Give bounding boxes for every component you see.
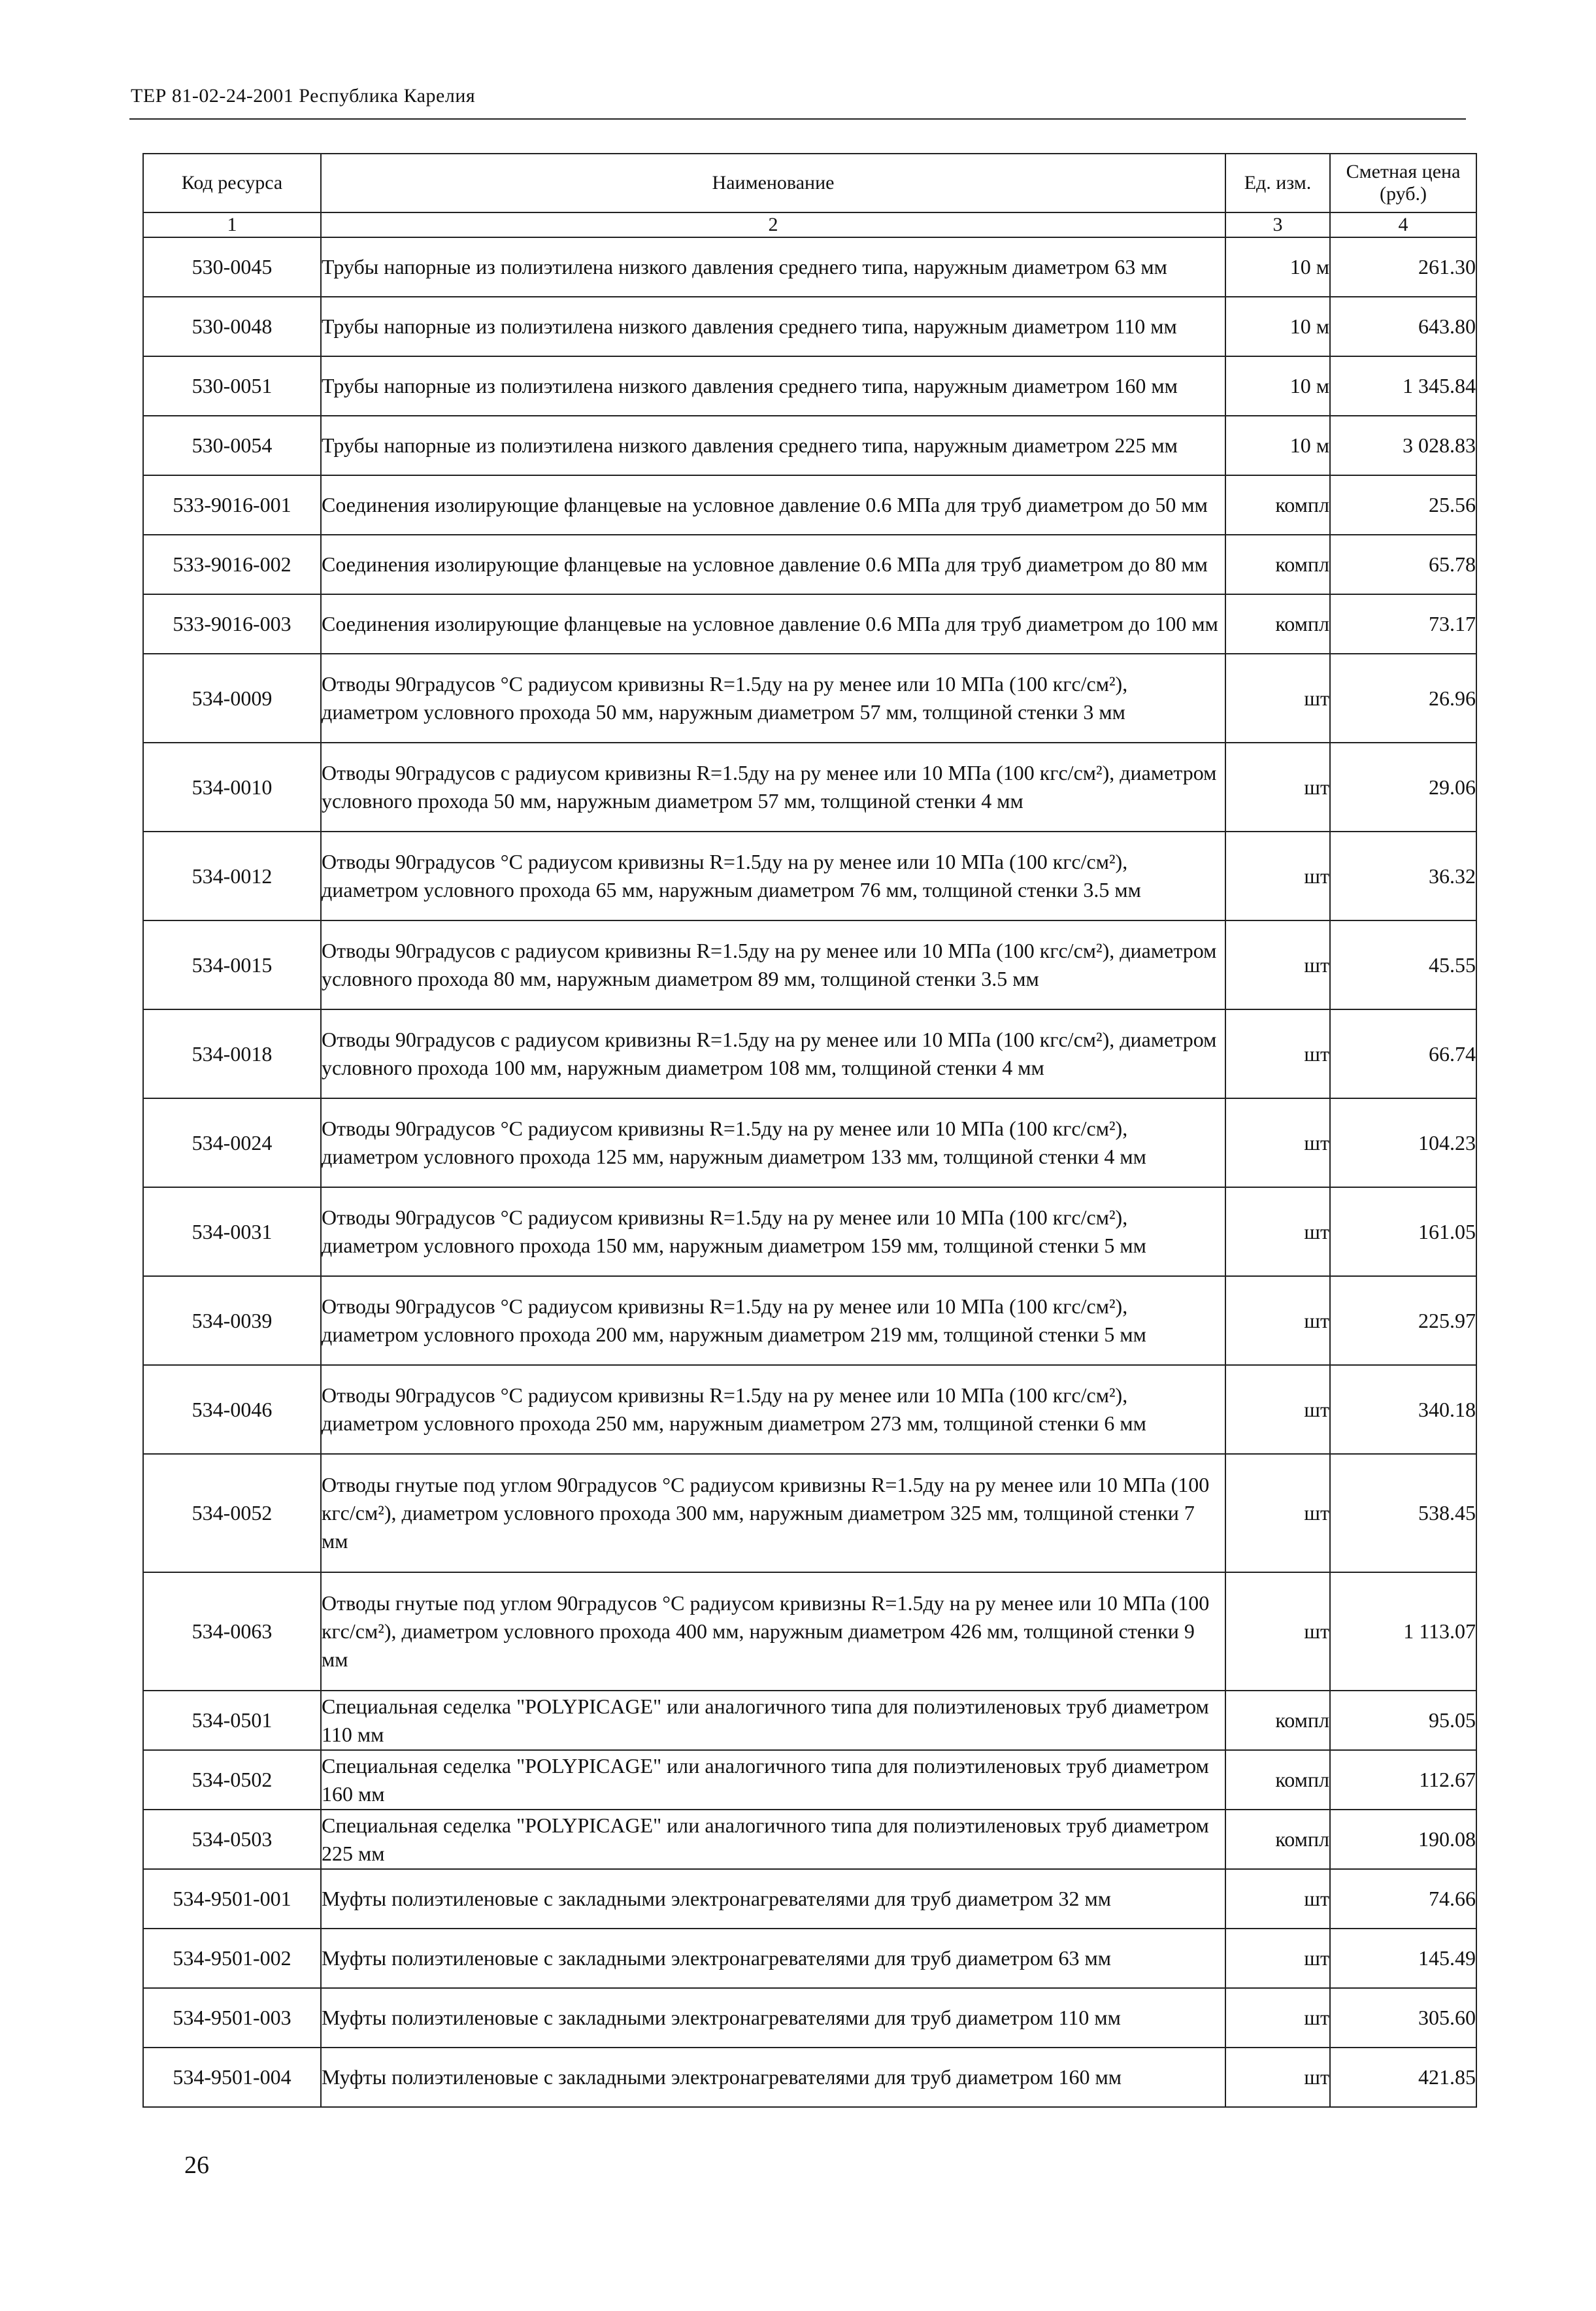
- resource-name-cell: Отводы 90градусов °С радиусом кривизны R=1.5ду на ру менее или 10 МПа (100 кгс/см²), диаметром условного прохода 50 мм, наружным диаметром 57 мм, толщиной стенки 3 мм: [321, 654, 1225, 743]
- resource-code-cell: 534-0046: [143, 1365, 321, 1454]
- price-cell: 145.49: [1330, 1929, 1476, 1988]
- price-cell: 538.45: [1330, 1454, 1476, 1572]
- table-row: [143, 1572, 1476, 1691]
- unit-cell: компл: [1225, 1750, 1330, 1810]
- unit-cell: 10 м: [1225, 356, 1330, 416]
- price-cell: 29.06: [1330, 743, 1476, 832]
- resource-name-cell: Трубы напорные из полиэтилена низкого давления среднего типа, наружным диаметром 160 мм: [321, 356, 1225, 416]
- resource-code-cell: 534-9501-002: [143, 1929, 321, 1988]
- unit-cell: шт: [1225, 1098, 1330, 1187]
- resource-name-cell: Соединения изолирующие фланцевые на условное давление 0.6 МПа для труб диаметром до 100 мм: [321, 594, 1225, 654]
- price-cell: 261.30: [1330, 237, 1476, 297]
- price-cell: 74.66: [1330, 1869, 1476, 1929]
- unit-cell: шт: [1225, 1869, 1330, 1929]
- unit-cell: шт: [1225, 920, 1330, 1009]
- resource-code-cell: 534-9501-001: [143, 1869, 321, 1929]
- price-cell: 36.32: [1330, 832, 1476, 920]
- price-cell: 95.05: [1330, 1691, 1476, 1750]
- resource-name-cell: Специальная седелка "POLYPICAGE" или аналогичного типа для полиэтиленовых труб диаметром 225 мм: [321, 1810, 1225, 1869]
- header-name: Наименование: [321, 154, 1225, 212]
- table-row: [143, 594, 1476, 654]
- resource-name-cell: Трубы напорные из полиэтилена низкого давления среднего типа, наружным диаметром 225 мм: [321, 416, 1225, 475]
- price-cell: 65.78: [1330, 535, 1476, 594]
- resource-name-cell: Отводы гнутые под углом 90градусов °С радиусом кривизны R=1.5ду на ру менее или 10 МПа (100 кгс/см²), диаметром условного прохода 300 мм, наружным диаметром 325 мм, толщиной стенки 7 мм: [321, 1454, 1225, 1572]
- resource-code-cell: 534-0010: [143, 743, 321, 832]
- resource-name-cell: Отводы 90градусов с радиусом кривизны R=1.5ду на ру менее или 10 МПа (100 кгс/см²), диаметром условного прохода 100 мм, наружным диаметром 108 мм, толщиной стенки 4 мм: [321, 1009, 1225, 1098]
- resource-code-cell: 534-0502: [143, 1750, 321, 1810]
- resource-code-cell: 530-0051: [143, 356, 321, 416]
- price-cell: 66.74: [1330, 1009, 1476, 1098]
- unit-cell: шт: [1225, 1187, 1330, 1276]
- table-header-row: [143, 154, 1476, 212]
- resource-name-cell: Отводы 90градусов с радиусом кривизны R=1.5ду на ру менее или 10 МПа (100 кгс/см²), диаметром условного прохода 80 мм, наружным диаметром 89 мм, толщиной стенки 3.5 мм: [321, 920, 1225, 1009]
- unit-cell: 10 м: [1225, 237, 1330, 297]
- price-cell: 3 028.83: [1330, 416, 1476, 475]
- resource-name-cell: Отводы 90градусов °С радиусом кривизны R=1.5ду на ру менее или 10 МПа (100 кгс/см²), диаметром условного прохода 200 мм, наружным диаметром 219 мм, толщиной стенки 5 мм: [321, 1276, 1225, 1365]
- unit-cell: 10 м: [1225, 297, 1330, 356]
- resource-code-cell: 534-9501-003: [143, 1988, 321, 2048]
- table-row: [143, 1750, 1476, 1810]
- resource-code-cell: 534-0015: [143, 920, 321, 1009]
- unit-cell: компл: [1225, 594, 1330, 654]
- table-row: [143, 1929, 1476, 1988]
- price-cell: 190.08: [1330, 1810, 1476, 1869]
- resource-code-cell: 530-0048: [143, 297, 321, 356]
- table-row: [143, 1454, 1476, 1572]
- table-row: [143, 832, 1476, 920]
- resource-name-cell: Соединения изолирующие фланцевые на условное давление 0.6 МПа для труб диаметром до 80 мм: [321, 535, 1225, 594]
- index-cell: 3: [1225, 212, 1330, 237]
- table-row: [143, 654, 1476, 743]
- table-row: [143, 1810, 1476, 1869]
- table-row: [143, 475, 1476, 535]
- price-cell: 112.67: [1330, 1750, 1476, 1810]
- resource-code-cell: 533-9016-001: [143, 475, 321, 535]
- resource-code-cell: 534-0031: [143, 1187, 321, 1276]
- header-unit: Ед. изм.: [1225, 154, 1330, 212]
- index-cell: 4: [1330, 212, 1476, 237]
- resource-name-cell: Отводы 90градусов °С радиусом кривизны R=1.5ду на ру менее или 10 МПа (100 кгс/см²), диаметром условного прохода 150 мм, наружным диаметром 159 мм, толщиной стенки 5 мм: [321, 1187, 1225, 1276]
- unit-cell: шт: [1225, 1365, 1330, 1454]
- resource-code-cell: 534-9501-004: [143, 2048, 321, 2107]
- unit-cell: компл: [1225, 475, 1330, 535]
- table-row: [143, 416, 1476, 475]
- resource-name-cell: Муфты полиэтиленовые с закладными электронагревателями для труб диаметром 32 мм: [321, 1869, 1225, 1929]
- price-cell: 25.56: [1330, 475, 1476, 535]
- table-row: [143, 1187, 1476, 1276]
- table-row: [143, 2048, 1476, 2107]
- table-row: [143, 1098, 1476, 1187]
- resource-name-cell: Муфты полиэтиленовые с закладными электронагревателями для труб диаметром 63 мм: [321, 1929, 1225, 1988]
- price-cell: 45.55: [1330, 920, 1476, 1009]
- resource-code-cell: 534-0063: [143, 1572, 321, 1691]
- resource-name-cell: Отводы гнутые под углом 90градусов °С радиусом кривизны R=1.5ду на ру менее или 10 МПа (100 кгс/см²), диаметром условного прохода 400 мм, наружным диаметром 426 мм, толщиной стенки 9 мм: [321, 1572, 1225, 1691]
- unit-cell: шт: [1225, 2048, 1330, 2107]
- column-index-row: [143, 212, 1476, 237]
- header-code: Код ресурса: [143, 154, 321, 212]
- resource-code-cell: 534-0501: [143, 1691, 321, 1750]
- table-row: [143, 237, 1476, 297]
- unit-cell: шт: [1225, 1988, 1330, 2048]
- price-cell: 340.18: [1330, 1365, 1476, 1454]
- unit-cell: 10 м: [1225, 416, 1330, 475]
- table-row: [143, 1988, 1476, 2048]
- price-cell: 161.05: [1330, 1187, 1476, 1276]
- unit-cell: шт: [1225, 1454, 1330, 1572]
- unit-cell: шт: [1225, 1009, 1330, 1098]
- price-cell: 643.80: [1330, 297, 1476, 356]
- resource-name-cell: Отводы 90градусов °С радиусом кривизны R=1.5ду на ру менее или 10 МПа (100 кгс/см²), диаметром условного прохода 65 мм, наружным диаметром 76 мм, толщиной стенки 3.5 мм: [321, 832, 1225, 920]
- document-header: ТЕР 81-02-24-2001 Республика Карелия: [131, 85, 476, 107]
- price-cell: 305.60: [1330, 1988, 1476, 2048]
- table-row: [143, 1869, 1476, 1929]
- unit-cell: шт: [1225, 1929, 1330, 1988]
- unit-cell: компл: [1225, 1810, 1330, 1869]
- resource-price-table: [142, 153, 1477, 2108]
- resource-name-cell: Соединения изолирующие фланцевые на условное давление 0.6 МПа для труб диаметром до 50 мм: [321, 475, 1225, 535]
- resource-code-cell: 533-9016-002: [143, 535, 321, 594]
- price-cell: 225.97: [1330, 1276, 1476, 1365]
- unit-cell: шт: [1225, 1276, 1330, 1365]
- resource-code-cell: 534-0024: [143, 1098, 321, 1187]
- index-cell: 2: [321, 212, 1225, 237]
- page-number: 26: [184, 2151, 209, 2179]
- resource-code-cell: 530-0045: [143, 237, 321, 297]
- price-cell: 421.85: [1330, 2048, 1476, 2107]
- resource-name-cell: Специальная седелка "POLYPICAGE" или аналогичного типа для полиэтиленовых труб диаметром 110 мм: [321, 1691, 1225, 1750]
- table-row: [143, 1365, 1476, 1454]
- header-divider: [129, 118, 1466, 120]
- unit-cell: компл: [1225, 535, 1330, 594]
- resource-code-cell: 530-0054: [143, 416, 321, 475]
- price-cell: 104.23: [1330, 1098, 1476, 1187]
- resource-code-cell: 533-9016-003: [143, 594, 321, 654]
- resource-name-cell: Отводы 90градусов °С радиусом кривизны R=1.5ду на ру менее или 10 МПа (100 кгс/см²), диаметром условного прохода 125 мм, наружным диаметром 133 мм, толщиной стенки 4 мм: [321, 1098, 1225, 1187]
- resource-name-cell: Отводы 90градусов °С радиусом кривизны R=1.5ду на ру менее или 10 МПа (100 кгс/см²), диаметром условного прохода 250 мм, наружным диаметром 273 мм, толщиной стенки 6 мм: [321, 1365, 1225, 1454]
- price-cell: 73.17: [1330, 594, 1476, 654]
- price-cell: 1 113.07: [1330, 1572, 1476, 1691]
- unit-cell: шт: [1225, 654, 1330, 743]
- resource-name-cell: Трубы напорные из полиэтилена низкого давления среднего типа, наружным диаметром 110 мм: [321, 297, 1225, 356]
- price-cell: 26.96: [1330, 654, 1476, 743]
- resource-code-cell: 534-0039: [143, 1276, 321, 1365]
- resource-name-cell: Трубы напорные из полиэтилена низкого давления среднего типа, наружным диаметром 63 мм: [321, 237, 1225, 297]
- price-cell: 1 345.84: [1330, 356, 1476, 416]
- table-row: [143, 1691, 1476, 1750]
- unit-cell: шт: [1225, 743, 1330, 832]
- unit-cell: шт: [1225, 1572, 1330, 1691]
- table-row: [143, 356, 1476, 416]
- index-cell: 1: [143, 212, 321, 237]
- table-row: [143, 1009, 1476, 1098]
- resource-name-cell: Специальная седелка "POLYPICAGE" или аналогичного типа для полиэтиленовых труб диаметром 160 мм: [321, 1750, 1225, 1810]
- table-row: [143, 1276, 1476, 1365]
- table-row: [143, 535, 1476, 594]
- resource-name-cell: Муфты полиэтиленовые с закладными электронагревателями для труб диаметром 160 мм: [321, 2048, 1225, 2107]
- table-row: [143, 743, 1476, 832]
- resource-name-cell: Отводы 90градусов с радиусом кривизны R=1.5ду на ру менее или 10 МПа (100 кгс/см²), диаметром условного прохода 50 мм, наружным диаметром 57 мм, толщиной стенки 4 мм: [321, 743, 1225, 832]
- resource-code-cell: 534-0012: [143, 832, 321, 920]
- resource-code-cell: 534-0503: [143, 1810, 321, 1869]
- table-row: [143, 920, 1476, 1009]
- unit-cell: компл: [1225, 1691, 1330, 1750]
- resource-code-cell: 534-0018: [143, 1009, 321, 1098]
- resource-name-cell: Муфты полиэтиленовые с закладными электронагревателями для труб диаметром 110 мм: [321, 1988, 1225, 2048]
- table-row: [143, 297, 1476, 356]
- header-price: Сметная цена (руб.): [1330, 154, 1476, 212]
- unit-cell: шт: [1225, 832, 1330, 920]
- resource-code-cell: 534-0052: [143, 1454, 321, 1572]
- resource-code-cell: 534-0009: [143, 654, 321, 743]
